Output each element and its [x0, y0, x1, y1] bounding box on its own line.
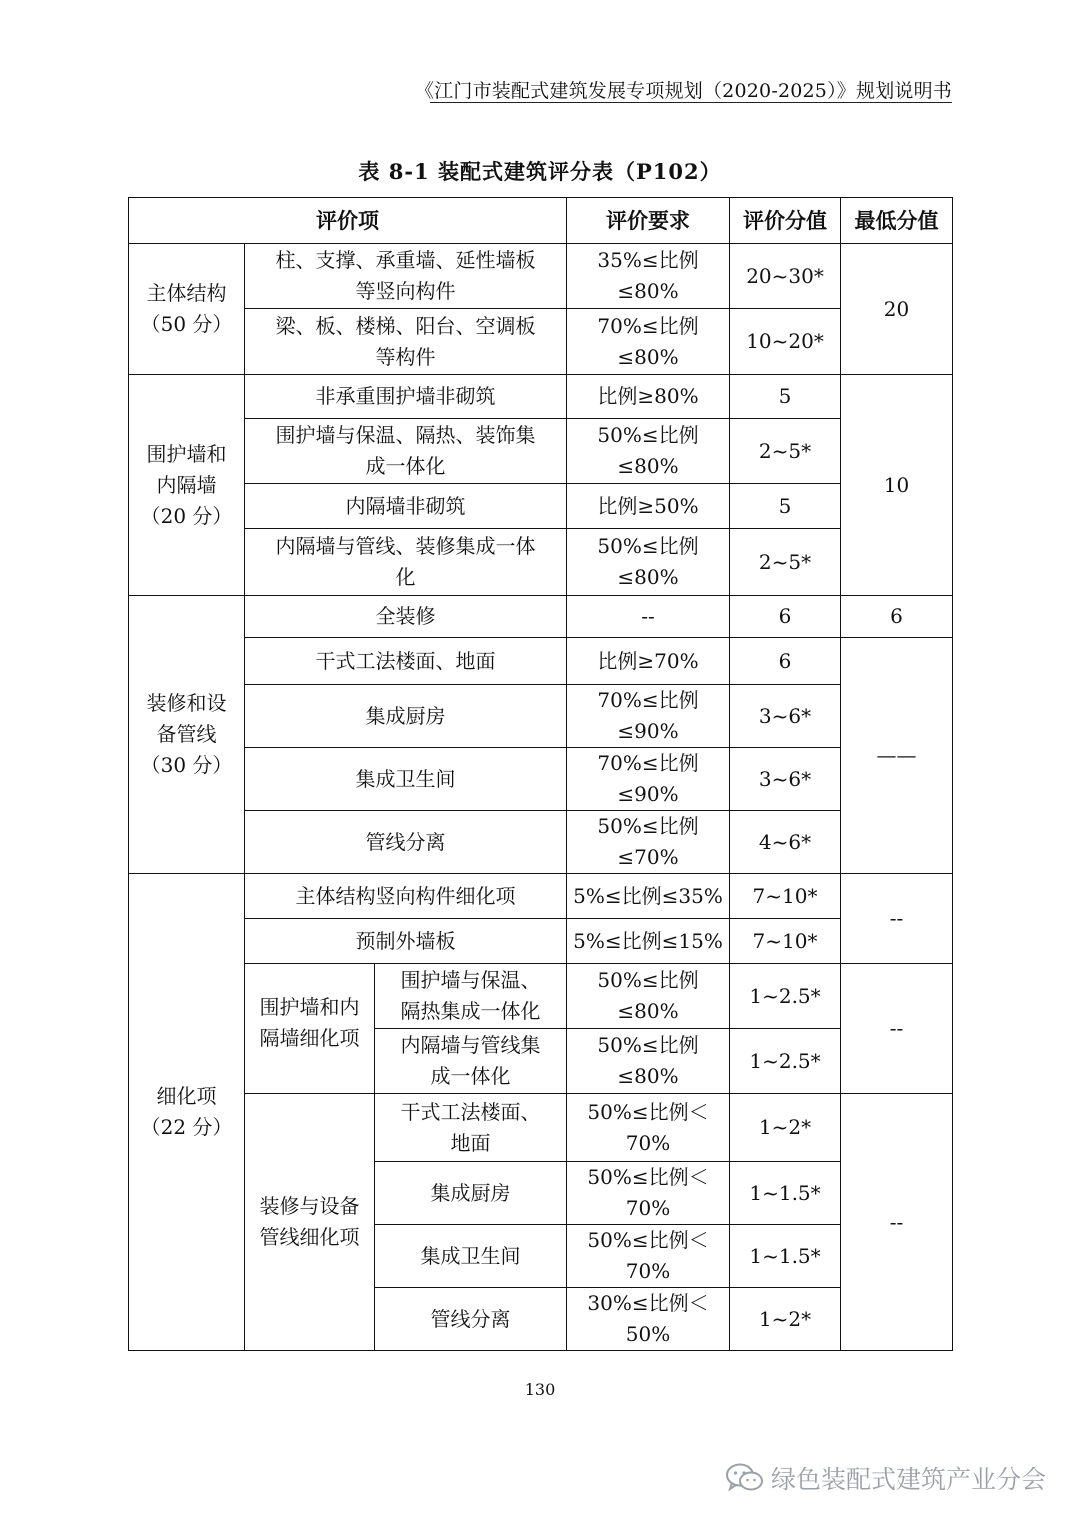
score-cell: 5: [730, 375, 841, 419]
item-cell: 内隔墙非砌筑: [245, 484, 567, 529]
category-walls: 围护墙和 内隔墙 （20 分）: [129, 375, 245, 596]
table-row: [129, 964, 953, 1029]
score-cell: 10~20*: [730, 309, 841, 375]
item-cell: 集成卫生间: [375, 1225, 567, 1288]
header-score: 评价分值: [730, 198, 841, 244]
requirement-cell: 比例≥80%: [567, 375, 730, 419]
item-cell: 干式工法楼面、地面: [245, 638, 567, 685]
table-row: [129, 484, 953, 529]
item-cell: 围护墙与保温、隔热、装饰集 成一体化: [245, 419, 567, 484]
item-cell: 内隔墙与管线集 成一体化: [375, 1029, 567, 1094]
score-cell: 1~1.5*: [730, 1225, 841, 1288]
score-cell: 3~6*: [730, 748, 841, 811]
item-cell: 集成厨房: [375, 1162, 567, 1225]
item-cell: 梁、板、楼梯、阳台、空调板 等构件: [245, 309, 567, 375]
item-cell: 管线分离: [375, 1288, 567, 1351]
header-min-score: 最低分值: [841, 198, 953, 244]
table-row: [129, 811, 953, 874]
table-row: [129, 419, 953, 484]
watermark-text: 绿色装配式建筑产业分会: [770, 1465, 1046, 1494]
table-row: [129, 596, 953, 638]
min-score-cell: --: [841, 964, 953, 1094]
score-cell: 5: [730, 484, 841, 529]
score-cell: 1~1.5*: [730, 1162, 841, 1225]
requirement-cell: 35%≤比例 ≤80%: [567, 244, 730, 309]
score-cell: 20~30*: [730, 244, 841, 309]
category-decoration: 装修和设 备管线 （30 分）: [129, 596, 245, 874]
requirement-cell: 50%≤比例＜ 70%: [567, 1225, 730, 1288]
item-cell: 管线分离: [245, 811, 567, 874]
requirement-cell: 30%≤比例＜ 50%: [567, 1288, 730, 1351]
item-cell: 干式工法楼面、 地面: [375, 1094, 567, 1162]
item-cell: 内隔墙与管线、装修集成一体 化: [245, 529, 567, 596]
category-main-structure: 主体结构 （50 分）: [129, 244, 245, 375]
item-cell: 主体结构竖向构件细化项: [245, 874, 567, 919]
requirement-cell: 50%≤比例 ≤80%: [567, 529, 730, 596]
score-cell: 7~10*: [730, 874, 841, 919]
header-item: 评价项: [129, 198, 567, 244]
item-cell: 全装修: [245, 596, 567, 638]
header-rule: [430, 102, 952, 103]
score-cell: 1~2.5*: [730, 964, 841, 1029]
requirement-cell: --: [567, 596, 730, 638]
item-cell: 围护墙与保温、 隔热集成一体化: [375, 964, 567, 1029]
header-requirement: 评价要求: [567, 198, 730, 244]
score-cell: 6: [730, 638, 841, 685]
requirement-cell: 70%≤比例 ≤90%: [567, 685, 730, 748]
table-row: [129, 309, 953, 375]
requirement-cell: 50%≤比例 ≤80%: [567, 1029, 730, 1094]
wechat-icon: [725, 1462, 765, 1494]
score-cell: 2~5*: [730, 419, 841, 484]
score-cell: 7~10*: [730, 919, 841, 964]
subgroup-walls-refinement: 围护墙和内 隔墙细化项: [245, 964, 375, 1094]
requirement-cell: 70%≤比例 ≤80%: [567, 309, 730, 375]
min-score-cell: --: [841, 874, 953, 964]
category-refinement: 细化项 （22 分）: [129, 874, 245, 1351]
table-title: 表 8-1 装配式建筑评分表（P102）: [358, 159, 722, 184]
requirement-cell: 50%≤比例 ≤80%: [567, 419, 730, 484]
requirement-cell: 50%≤比例 ≤70%: [567, 811, 730, 874]
min-score-cell: 6: [841, 596, 953, 638]
min-score-cell: 10: [841, 375, 953, 596]
item-cell: 预制外墙板: [245, 919, 567, 964]
requirement-cell: 5%≤比例≤35%: [567, 874, 730, 919]
table-row: [129, 375, 953, 419]
requirement-cell: 5%≤比例≤15%: [567, 919, 730, 964]
table-row: [129, 529, 953, 596]
table-row: [129, 874, 953, 919]
watermark: [725, 1460, 1046, 1496]
score-cell: 3~6*: [730, 685, 841, 748]
running-header: 《江门市装配式建筑发展专项规划（2020-2025）》规划说明书: [414, 80, 952, 102]
item-cell: 集成厨房: [245, 685, 567, 748]
table-row: [129, 685, 953, 748]
table-row: [129, 638, 953, 685]
min-score-cell: --: [841, 1094, 953, 1351]
item-cell: 非承重围护墙非砌筑: [245, 375, 567, 419]
item-cell: 柱、支撑、承重墙、延性墙板 等竖向构件: [245, 244, 567, 309]
score-cell: 4~6*: [730, 811, 841, 874]
score-table: [128, 197, 953, 1351]
requirement-cell: 50%≤比例 ≤80%: [567, 964, 730, 1029]
score-cell: 1~2*: [730, 1288, 841, 1351]
requirement-cell: 比例≥70%: [567, 638, 730, 685]
table-row: [129, 748, 953, 811]
table-row: [129, 919, 953, 964]
min-score-cell: 20: [841, 244, 953, 375]
score-cell: 6: [730, 596, 841, 638]
requirement-cell: 比例≥50%: [567, 484, 730, 529]
min-score-cell: ——: [841, 638, 953, 874]
subgroup-decoration-refinement: 装修与设备 管线细化项: [245, 1094, 375, 1351]
score-cell: 1~2*: [730, 1094, 841, 1162]
requirement-cell: 50%≤比例＜ 70%: [567, 1094, 730, 1162]
table-row: [129, 1094, 953, 1162]
requirement-cell: 50%≤比例＜ 70%: [567, 1162, 730, 1225]
page-number: 130: [524, 1380, 556, 1399]
requirement-cell: 70%≤比例 ≤90%: [567, 748, 730, 811]
item-cell: 集成卫生间: [245, 748, 567, 811]
table-row: [129, 244, 953, 309]
table-header-row: [129, 198, 953, 244]
score-cell: 2~5*: [730, 529, 841, 596]
score-cell: 1~2.5*: [730, 1029, 841, 1094]
